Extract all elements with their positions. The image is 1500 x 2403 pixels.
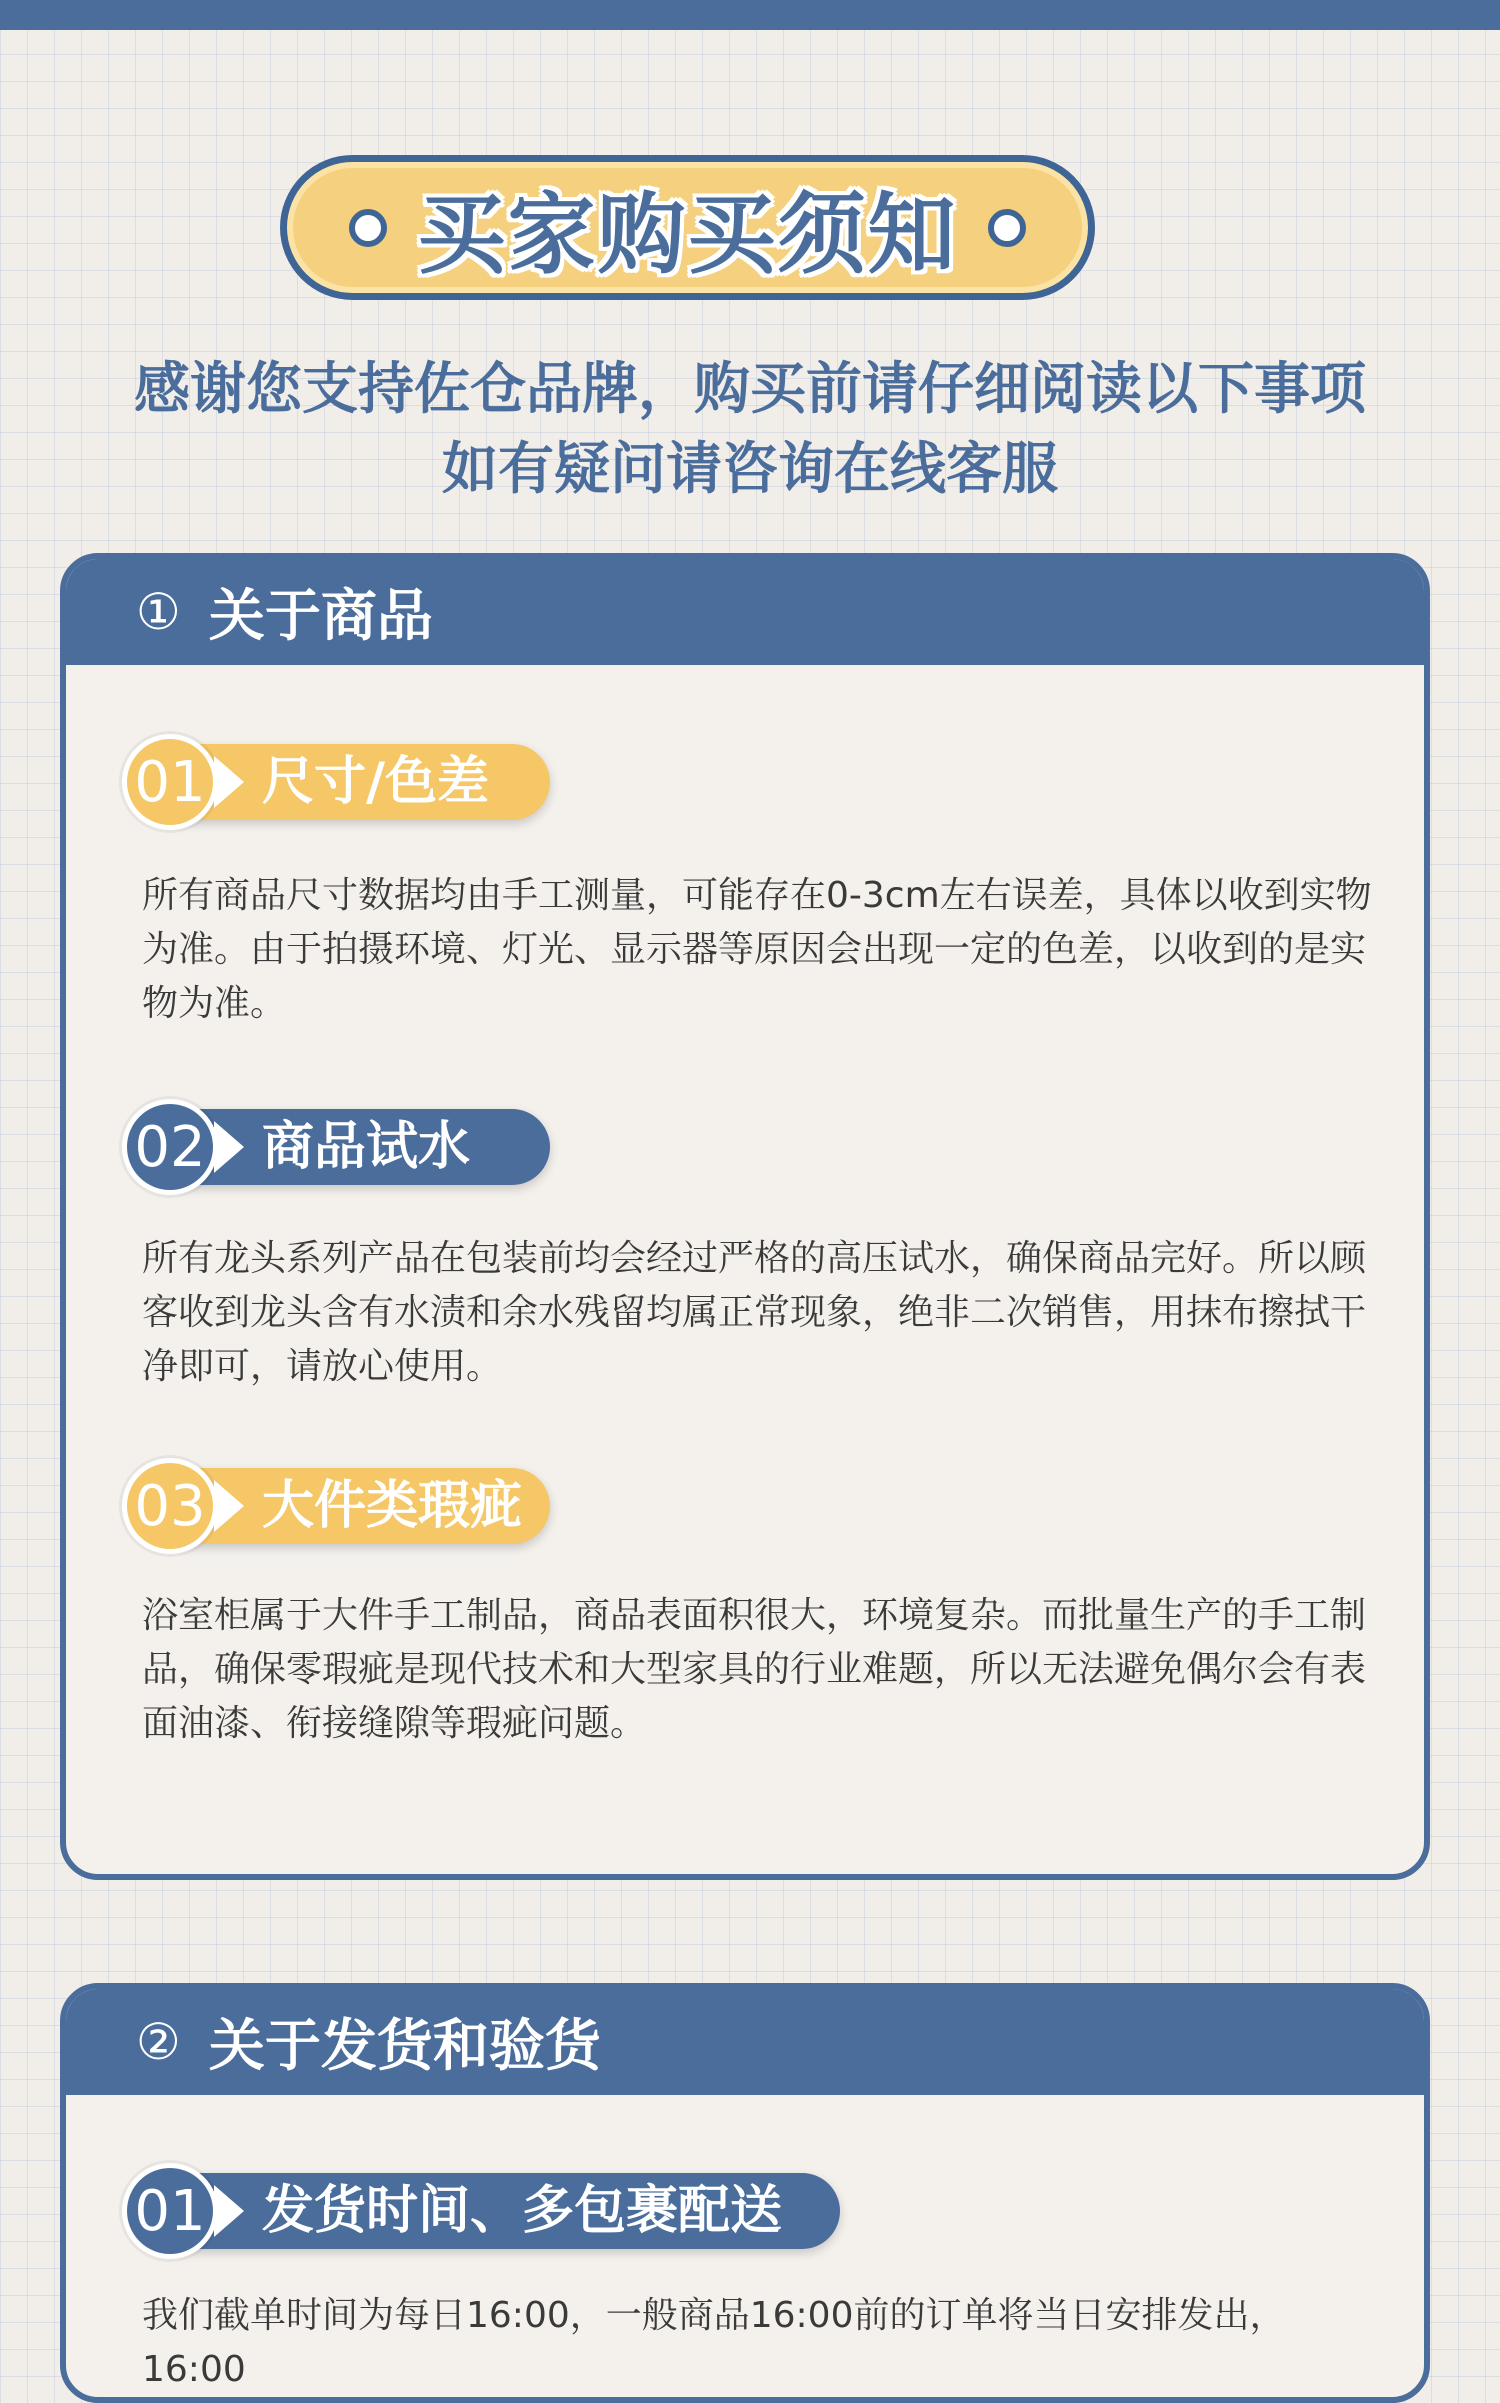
section-header xyxy=(66,1989,1424,2095)
item-badge-shipping-time xyxy=(122,2163,842,2259)
dot-left-icon xyxy=(349,209,387,247)
item-text: 所有龙头系列产品在包装前均会经过严格的高压试水，确保商品完好。所以顾客收到龙头含有水渍和余水残留均属正常现象，绝非二次销售，用抹布擦拭干净即可，请放心使用。 xyxy=(142,1238,1367,1387)
item-number: 01 xyxy=(122,734,218,830)
item-badge-water-test xyxy=(122,1099,552,1195)
section-number: ① xyxy=(136,583,181,641)
section-title: 关于发货和验货 xyxy=(208,2014,601,2079)
item-text: 浴室柜属于大件手工制品，商品表面积很大，环境复杂。而批量生产的手工制品，确保零瑕疵是现代技术和大型家具的行业难题，所以无法避免偶尔会有表面油漆、衔接缝隙等瑕疵问题。 xyxy=(142,1595,1367,1744)
intro-line-2: 如有疑问请咨询在线客服 xyxy=(442,436,1058,502)
page-title: 买家购买须知 xyxy=(417,181,958,286)
section-title: 关于商品 xyxy=(208,584,433,649)
item-title: 商品试水 xyxy=(262,1117,471,1177)
dot-right-icon xyxy=(988,209,1026,247)
item-title: 发货时间、多包裹配送 xyxy=(262,2181,783,2241)
item-number: 02 xyxy=(122,1099,218,1195)
section-number: ② xyxy=(136,2013,181,2071)
item-text: 所有商品尺寸数据均由手工测量，可能存在0-3cm左右误差，具体以收到实物为准。由于拍摄环境、灯光、显示器等原因会出现一定的色差，以收到的是实物为准。 xyxy=(142,875,1372,1024)
title-banner xyxy=(280,155,1095,300)
item-title: 尺寸/色差 xyxy=(262,752,489,812)
item-title: 大件类瑕疵 xyxy=(262,1476,523,1536)
section-card-shipping xyxy=(60,1983,1430,2403)
arrow-icon xyxy=(214,1121,244,1173)
item-badge-size xyxy=(122,734,552,830)
item-number: 03 xyxy=(122,1458,218,1554)
arrow-icon xyxy=(214,2185,244,2237)
section-header xyxy=(66,559,1424,665)
item-number: 01 xyxy=(122,2163,218,2259)
item-badge-defects xyxy=(122,1458,552,1554)
section-card-products xyxy=(60,553,1430,1880)
arrow-icon xyxy=(214,1480,244,1532)
item-text: 我们截单时间为每日16:00，一般商品16:00前的订单将当日安排发出，16:00 xyxy=(142,2295,1286,2390)
top-bar xyxy=(0,0,1500,30)
arrow-icon xyxy=(214,756,244,808)
intro-line-1: 感谢您支持佐仓品牌，购买前请仔细阅读以下事项 xyxy=(134,356,1366,422)
